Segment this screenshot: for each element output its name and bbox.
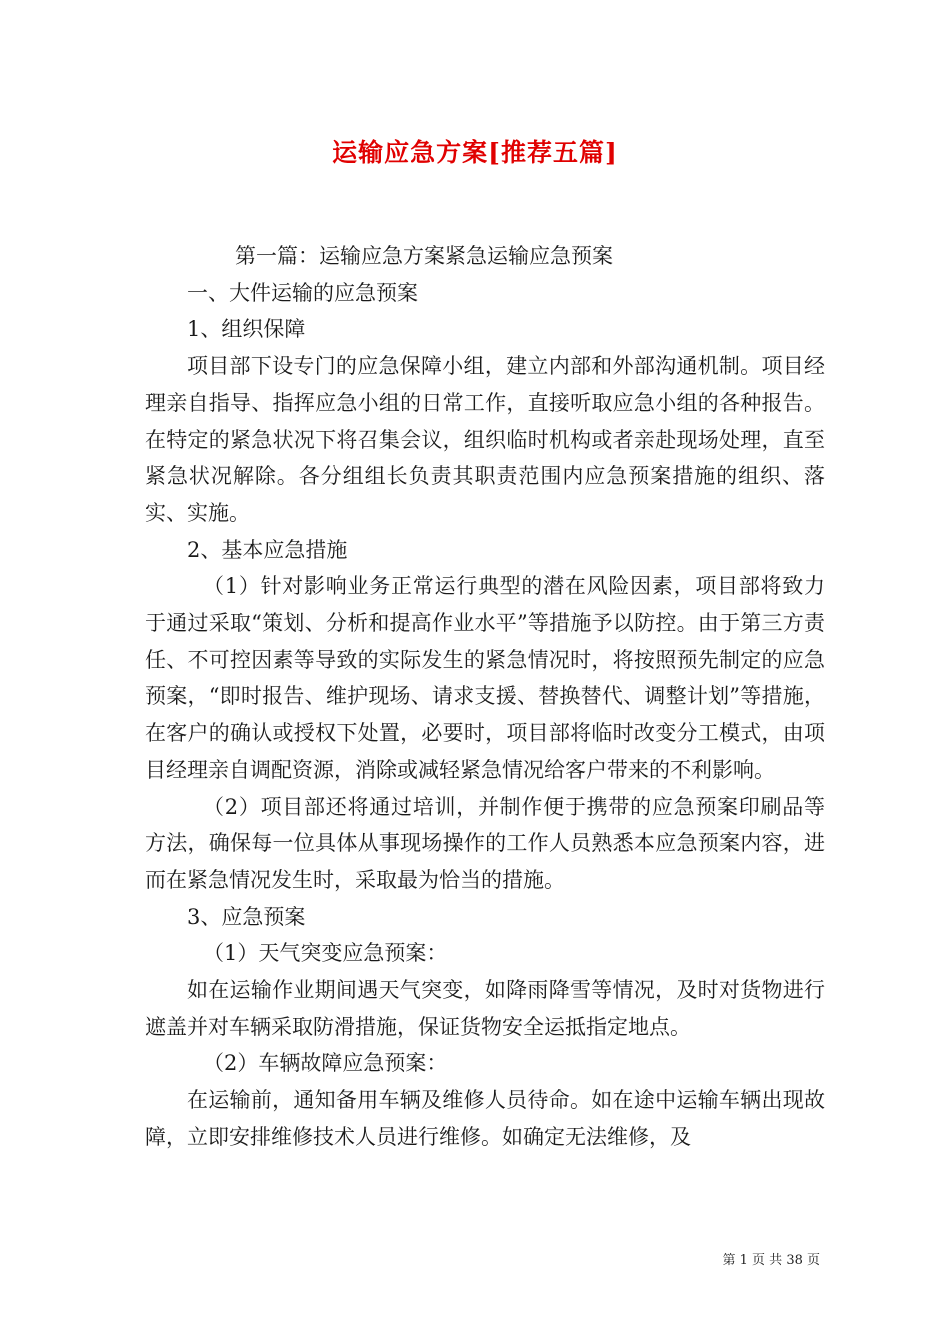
- body-paragraph: 项目部下设专门的应急保障小组，建立内部和外部沟通机制。项目经理亲自指导、指挥应急小组的日常工作，直接听取应急小组的各种报告。在特定的紧急状况下将召集会议，组织临时机构或者亲赴现场处理，直至紧急状况解除。各分组组长负责其职责范围内应急预案措施的组织、落实、实施。: [145, 354, 825, 525]
- subsection-heading: （1）天气突变应急预案：: [203, 941, 448, 966]
- subsection-heading: 一、大件运输的应急预案: [187, 280, 418, 305]
- subsection-heading: 1、组织保障: [187, 317, 306, 342]
- document-body: [145, 238, 825, 1156]
- body-paragraph: （2）项目部还将通过培训，并制作便于携带的应急预案印刷品等方法，确保每一位具体从事现场操作的工作人员熟悉本应急预案内容，进而在紧急情况发生时，采取最为恰当的措施。: [145, 794, 825, 892]
- subsection-heading: 3、应急预案: [187, 904, 306, 929]
- body-paragraph: 在运输前，通知备用车辆及维修人员待命。如在途中运输车辆出现故障，立即安排维修技术人员进行维修。如确定无法维修，及: [145, 1088, 825, 1149]
- body-paragraph: （1）针对影响业务正常运行典型的潜在风险因素，项目部将致力于通过采取“策划、分析和提高作业水平”等措施予以防控。由于第三方责任、不可控因素等导致的实际发生的紧急情况时，将按照预先制定的应急预案，“即时报告、维护现场、请求支援、替换替代、调整计划”等措施，在客户的确认或授权下处置，必要时，项目部将临时改变分工模式，由项目经理亲自调配资源，消除或减轻紧急情况给客户带来的不利影响。: [145, 574, 825, 782]
- section-heading: 第一篇：运输应急方案紧急运输应急预案: [235, 244, 613, 268]
- page-number: 第 1 页 共 38 页: [722, 1253, 820, 1268]
- subsection-heading: （2）车辆故障应急预案：: [203, 1051, 448, 1076]
- body-paragraph: 如在运输作业期间遇天气突变，如降雨降雪等情况，及时对货物进行遮盖并对车辆采取防滑措施，保证货物安全运抵指定地点。: [145, 978, 825, 1039]
- subsection-heading: 2、基本应急措施: [187, 537, 348, 562]
- document-title: 运输应急方案[推荐五篇]: [332, 138, 618, 167]
